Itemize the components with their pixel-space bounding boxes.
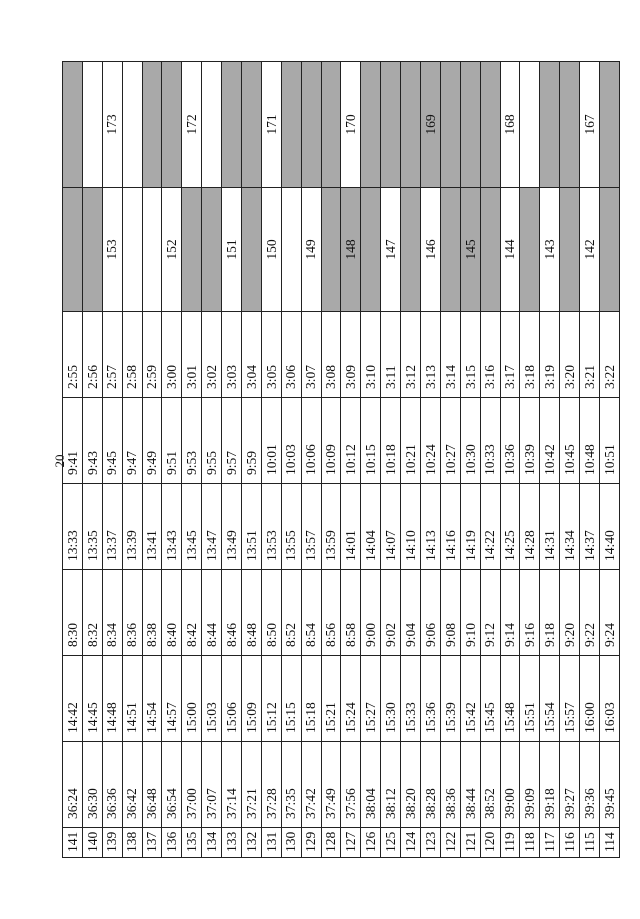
time-cell-e: 10:36	[500, 398, 520, 484]
row-number-cell: 138	[122, 828, 142, 858]
score-cell-a	[122, 188, 142, 312]
time-cell-f: 3:12	[401, 312, 421, 398]
time-cell-c: 9:08	[440, 570, 460, 656]
row-number-cell: 135	[182, 828, 202, 858]
time-cell-f: 3:10	[361, 312, 381, 398]
pace-table-body	[63, 62, 620, 858]
time-cell-d: 13:45	[182, 484, 202, 570]
time-cell-e: 10:45	[560, 398, 580, 484]
time-cell-c: 9:14	[500, 570, 520, 656]
time-cell-d: 13:53	[261, 484, 281, 570]
score-cell-a	[63, 188, 83, 312]
time-cell-f: 3:19	[540, 312, 560, 398]
time-cell-b: 15:36	[421, 656, 441, 742]
score-cell-a	[321, 188, 341, 312]
row-number-cell: 139	[102, 828, 122, 858]
score-cell-b	[63, 62, 83, 188]
time-cell-c: 8:38	[142, 570, 162, 656]
time-cell-f: 3:08	[321, 312, 341, 398]
time-cell-e: 9:43	[82, 398, 102, 484]
score-cell-a	[202, 188, 222, 312]
table-row	[480, 62, 500, 858]
score-cell-a: 145	[460, 188, 480, 312]
score-cell-b	[222, 62, 242, 188]
score-cell-b	[600, 62, 620, 188]
time-cell-f: 3:21	[580, 312, 600, 398]
table-row	[560, 62, 580, 858]
time-cell-a: 37:35	[281, 742, 301, 828]
score-cell-b	[301, 62, 321, 188]
score-cell-b	[540, 62, 560, 188]
time-cell-c: 8:32	[82, 570, 102, 656]
time-cell-a: 37:07	[202, 742, 222, 828]
time-cell-b: 15:39	[440, 656, 460, 742]
score-cell-b	[202, 62, 222, 188]
table-row	[82, 62, 102, 858]
time-cell-f: 3:02	[202, 312, 222, 398]
time-cell-a: 37:28	[261, 742, 281, 828]
row-number-cell: 137	[142, 828, 162, 858]
time-cell-e: 10:18	[381, 398, 401, 484]
row-number-cell: 115	[580, 828, 600, 858]
time-cell-d: 14:25	[500, 484, 520, 570]
time-cell-c: 8:44	[202, 570, 222, 656]
time-cell-d: 14:37	[580, 484, 600, 570]
score-cell-a	[401, 188, 421, 312]
score-cell-b	[162, 62, 182, 188]
table-row	[122, 62, 142, 858]
score-cell-b: 173	[102, 62, 122, 188]
time-cell-f: 3:22	[600, 312, 620, 398]
time-cell-e: 9:55	[202, 398, 222, 484]
time-cell-e: 10:03	[281, 398, 301, 484]
time-cell-e: 10:30	[460, 398, 480, 484]
time-cell-f: 3:04	[242, 312, 262, 398]
row-number-cell: 128	[321, 828, 341, 858]
time-cell-b: 15:06	[222, 656, 242, 742]
time-cell-b: 15:21	[321, 656, 341, 742]
time-cell-a: 38:20	[401, 742, 421, 828]
time-cell-e: 9:49	[142, 398, 162, 484]
page-number: 20	[52, 454, 67, 468]
time-cell-a: 37:21	[242, 742, 262, 828]
time-cell-b: 15:24	[341, 656, 361, 742]
row-number-cell: 114	[600, 828, 620, 858]
time-cell-c: 9:02	[381, 570, 401, 656]
time-cell-a: 37:00	[182, 742, 202, 828]
score-cell-a: 146	[421, 188, 441, 312]
time-cell-b: 15:45	[480, 656, 500, 742]
pace-table-region	[62, 62, 620, 858]
time-cell-a: 36:42	[122, 742, 142, 828]
time-cell-c: 8:40	[162, 570, 182, 656]
time-cell-b: 15:12	[261, 656, 281, 742]
score-cell-a: 148	[341, 188, 361, 312]
score-cell-b: 168	[500, 62, 520, 188]
time-cell-f: 3:07	[301, 312, 321, 398]
score-cell-b	[82, 62, 102, 188]
time-cell-a: 38:04	[361, 742, 381, 828]
time-cell-f: 3:18	[520, 312, 540, 398]
time-cell-c: 8:48	[242, 570, 262, 656]
time-cell-b: 15:54	[540, 656, 560, 742]
table-row	[321, 62, 341, 858]
time-cell-d: 14:10	[401, 484, 421, 570]
time-cell-f: 3:03	[222, 312, 242, 398]
time-cell-c: 9:16	[520, 570, 540, 656]
time-cell-b: 14:48	[102, 656, 122, 742]
score-cell-a	[480, 188, 500, 312]
time-cell-c: 9:06	[421, 570, 441, 656]
table-row	[500, 62, 520, 858]
score-cell-b: 171	[261, 62, 281, 188]
row-number-cell: 119	[500, 828, 520, 858]
time-cell-e: 9:57	[222, 398, 242, 484]
time-cell-d: 14:28	[520, 484, 540, 570]
row-number-cell: 118	[520, 828, 540, 858]
score-cell-a: 143	[540, 188, 560, 312]
time-cell-e: 9:47	[122, 398, 142, 484]
table-row	[540, 62, 560, 858]
score-cell-a: 150	[261, 188, 281, 312]
time-cell-d: 13:39	[122, 484, 142, 570]
time-cell-c: 8:50	[261, 570, 281, 656]
time-cell-f: 3:09	[341, 312, 361, 398]
time-cell-a: 36:30	[82, 742, 102, 828]
time-cell-d: 13:55	[281, 484, 301, 570]
time-cell-f: 3:13	[421, 312, 441, 398]
time-cell-e: 10:24	[421, 398, 441, 484]
score-cell-a: 153	[102, 188, 122, 312]
time-cell-e: 9:59	[242, 398, 262, 484]
time-cell-c: 8:54	[301, 570, 321, 656]
time-cell-c: 8:30	[63, 570, 83, 656]
time-cell-b: 15:51	[520, 656, 540, 742]
time-cell-d: 14:01	[341, 484, 361, 570]
time-cell-c: 8:42	[182, 570, 202, 656]
score-cell-b	[242, 62, 262, 188]
row-number-cell: 124	[401, 828, 421, 858]
time-cell-e: 10:33	[480, 398, 500, 484]
time-cell-d: 14:16	[440, 484, 460, 570]
time-cell-c: 9:24	[600, 570, 620, 656]
time-cell-d: 13:59	[321, 484, 341, 570]
table-row	[520, 62, 540, 858]
time-cell-b: 15:30	[381, 656, 401, 742]
score-cell-a: 147	[381, 188, 401, 312]
time-cell-a: 38:28	[421, 742, 441, 828]
row-number-cell: 131	[261, 828, 281, 858]
time-cell-b: 15:57	[560, 656, 580, 742]
time-cell-e: 9:45	[102, 398, 122, 484]
time-cell-d: 14:40	[600, 484, 620, 570]
row-number-cell: 141	[63, 828, 83, 858]
row-number-cell: 127	[341, 828, 361, 858]
table-row	[162, 62, 182, 858]
time-cell-f: 2:59	[142, 312, 162, 398]
time-cell-f: 3:14	[440, 312, 460, 398]
score-cell-b	[480, 62, 500, 188]
score-cell-b	[440, 62, 460, 188]
time-cell-b: 14:45	[82, 656, 102, 742]
score-cell-a	[82, 188, 102, 312]
time-cell-c: 8:46	[222, 570, 242, 656]
time-cell-b: 15:42	[460, 656, 480, 742]
row-number-cell: 116	[560, 828, 580, 858]
score-cell-a	[560, 188, 580, 312]
time-cell-c: 8:34	[102, 570, 122, 656]
time-cell-b: 15:18	[301, 656, 321, 742]
score-cell-a	[182, 188, 202, 312]
time-cell-e: 10:15	[361, 398, 381, 484]
time-cell-e: 10:42	[540, 398, 560, 484]
score-cell-b	[142, 62, 162, 188]
row-number-cell: 130	[281, 828, 301, 858]
time-cell-e: 9:51	[162, 398, 182, 484]
time-cell-c: 9:04	[401, 570, 421, 656]
time-cell-a: 39:36	[580, 742, 600, 828]
score-cell-b	[401, 62, 421, 188]
table-row	[460, 62, 480, 858]
time-cell-e: 10:27	[440, 398, 460, 484]
time-cell-d: 13:49	[222, 484, 242, 570]
time-cell-c: 8:36	[122, 570, 142, 656]
time-cell-c: 9:12	[480, 570, 500, 656]
row-number-cell: 120	[480, 828, 500, 858]
table-row	[600, 62, 620, 858]
score-cell-b: 172	[182, 62, 202, 188]
time-cell-a: 38:52	[480, 742, 500, 828]
time-cell-a: 38:44	[460, 742, 480, 828]
time-cell-d: 13:47	[202, 484, 222, 570]
time-cell-f: 2:56	[82, 312, 102, 398]
time-cell-e: 10:48	[580, 398, 600, 484]
time-cell-a: 39:18	[540, 742, 560, 828]
time-cell-b: 16:00	[580, 656, 600, 742]
row-number-cell: 122	[440, 828, 460, 858]
time-cell-e: 10:12	[341, 398, 361, 484]
time-cell-e: 9:53	[182, 398, 202, 484]
time-cell-c: 9:18	[540, 570, 560, 656]
table-row	[381, 62, 401, 858]
time-cell-b: 15:33	[401, 656, 421, 742]
time-cell-b: 14:54	[142, 656, 162, 742]
score-cell-b	[321, 62, 341, 188]
table-row	[242, 62, 262, 858]
row-number-cell: 133	[222, 828, 242, 858]
table-row	[182, 62, 202, 858]
row-number-cell: 136	[162, 828, 182, 858]
score-cell-b: 167	[580, 62, 600, 188]
time-cell-a: 39:27	[560, 742, 580, 828]
time-cell-f: 3:11	[381, 312, 401, 398]
score-cell-b: 169	[421, 62, 441, 188]
time-cell-f: 3:05	[261, 312, 281, 398]
score-cell-b: 170	[341, 62, 361, 188]
time-cell-e: 10:21	[401, 398, 421, 484]
time-cell-d: 13:57	[301, 484, 321, 570]
score-cell-b	[122, 62, 142, 188]
score-cell-b	[281, 62, 301, 188]
row-number-cell: 134	[202, 828, 222, 858]
time-cell-a: 36:24	[63, 742, 83, 828]
time-cell-f: 2:58	[122, 312, 142, 398]
time-cell-a: 37:14	[222, 742, 242, 828]
time-cell-c: 8:58	[341, 570, 361, 656]
time-cell-a: 36:48	[142, 742, 162, 828]
table-row	[580, 62, 600, 858]
time-cell-d: 14:34	[560, 484, 580, 570]
time-cell-d: 13:41	[142, 484, 162, 570]
time-cell-b: 15:00	[182, 656, 202, 742]
time-cell-a: 39:00	[500, 742, 520, 828]
pace-table	[62, 61, 620, 858]
time-cell-e: 10:01	[261, 398, 281, 484]
table-row	[142, 62, 162, 858]
score-cell-a: 144	[500, 188, 520, 312]
score-cell-b	[560, 62, 580, 188]
time-cell-b: 15:03	[202, 656, 222, 742]
row-number-cell: 132	[242, 828, 262, 858]
time-cell-a: 36:36	[102, 742, 122, 828]
rotated-table-container	[62, 62, 620, 858]
time-cell-b: 15:27	[361, 656, 381, 742]
time-cell-d: 14:07	[381, 484, 401, 570]
time-cell-b: 14:57	[162, 656, 182, 742]
table-row	[281, 62, 301, 858]
time-cell-b: 16:03	[600, 656, 620, 742]
time-cell-f: 2:57	[102, 312, 122, 398]
time-cell-c: 9:20	[560, 570, 580, 656]
time-cell-f: 3:17	[500, 312, 520, 398]
time-cell-f: 2:55	[63, 312, 83, 398]
time-cell-f: 3:20	[560, 312, 580, 398]
time-cell-f: 3:16	[480, 312, 500, 398]
time-cell-a: 37:42	[301, 742, 321, 828]
row-number-cell: 125	[381, 828, 401, 858]
score-cell-a: 152	[162, 188, 182, 312]
row-number-cell: 117	[540, 828, 560, 858]
time-cell-c: 9:00	[361, 570, 381, 656]
time-cell-d: 14:13	[421, 484, 441, 570]
time-cell-a: 36:54	[162, 742, 182, 828]
table-row	[63, 62, 83, 858]
score-cell-a: 151	[222, 188, 242, 312]
time-cell-a: 38:12	[381, 742, 401, 828]
time-cell-d: 13:43	[162, 484, 182, 570]
time-cell-d: 13:37	[102, 484, 122, 570]
row-number-cell: 123	[421, 828, 441, 858]
time-cell-a: 37:56	[341, 742, 361, 828]
score-cell-a: 142	[580, 188, 600, 312]
score-cell-a	[361, 188, 381, 312]
time-cell-f: 3:01	[182, 312, 202, 398]
time-cell-d: 14:19	[460, 484, 480, 570]
time-cell-b: 15:09	[242, 656, 262, 742]
time-cell-e: 10:06	[301, 398, 321, 484]
score-cell-a	[520, 188, 540, 312]
table-row	[421, 62, 441, 858]
score-cell-a	[242, 188, 262, 312]
time-cell-c: 8:52	[281, 570, 301, 656]
table-row	[301, 62, 321, 858]
time-cell-b: 14:51	[122, 656, 142, 742]
time-cell-d: 14:31	[540, 484, 560, 570]
score-cell-b	[361, 62, 381, 188]
row-number-cell: 126	[361, 828, 381, 858]
table-row	[361, 62, 381, 858]
table-row	[341, 62, 361, 858]
score-cell-b	[381, 62, 401, 188]
row-number-cell: 140	[82, 828, 102, 858]
time-cell-a: 37:49	[321, 742, 341, 828]
score-cell-a	[281, 188, 301, 312]
time-cell-d: 13:51	[242, 484, 262, 570]
time-cell-e: 10:51	[600, 398, 620, 484]
time-cell-c: 8:56	[321, 570, 341, 656]
score-cell-a: 149	[301, 188, 321, 312]
table-row	[202, 62, 222, 858]
time-cell-d: 14:04	[361, 484, 381, 570]
time-cell-b: 15:48	[500, 656, 520, 742]
time-cell-f: 3:00	[162, 312, 182, 398]
time-cell-e: 9:41	[63, 398, 83, 484]
table-row	[102, 62, 122, 858]
table-row	[440, 62, 460, 858]
score-cell-b	[520, 62, 540, 188]
table-row	[401, 62, 421, 858]
score-cell-a	[440, 188, 460, 312]
time-cell-a: 38:36	[440, 742, 460, 828]
time-cell-c: 9:10	[460, 570, 480, 656]
time-cell-d: 14:22	[480, 484, 500, 570]
table-row	[222, 62, 242, 858]
score-cell-b	[460, 62, 480, 188]
score-cell-a	[142, 188, 162, 312]
table-row	[261, 62, 281, 858]
row-number-cell: 121	[460, 828, 480, 858]
time-cell-b: 15:15	[281, 656, 301, 742]
time-cell-e: 10:09	[321, 398, 341, 484]
time-cell-c: 9:22	[580, 570, 600, 656]
time-cell-f: 3:15	[460, 312, 480, 398]
time-cell-e: 10:39	[520, 398, 540, 484]
time-cell-a: 39:09	[520, 742, 540, 828]
time-cell-f: 3:06	[281, 312, 301, 398]
time-cell-d: 13:33	[63, 484, 83, 570]
time-cell-a: 39:45	[600, 742, 620, 828]
row-number-cell: 129	[301, 828, 321, 858]
score-cell-a	[600, 188, 620, 312]
time-cell-d: 13:35	[82, 484, 102, 570]
time-cell-b: 14:42	[63, 656, 83, 742]
